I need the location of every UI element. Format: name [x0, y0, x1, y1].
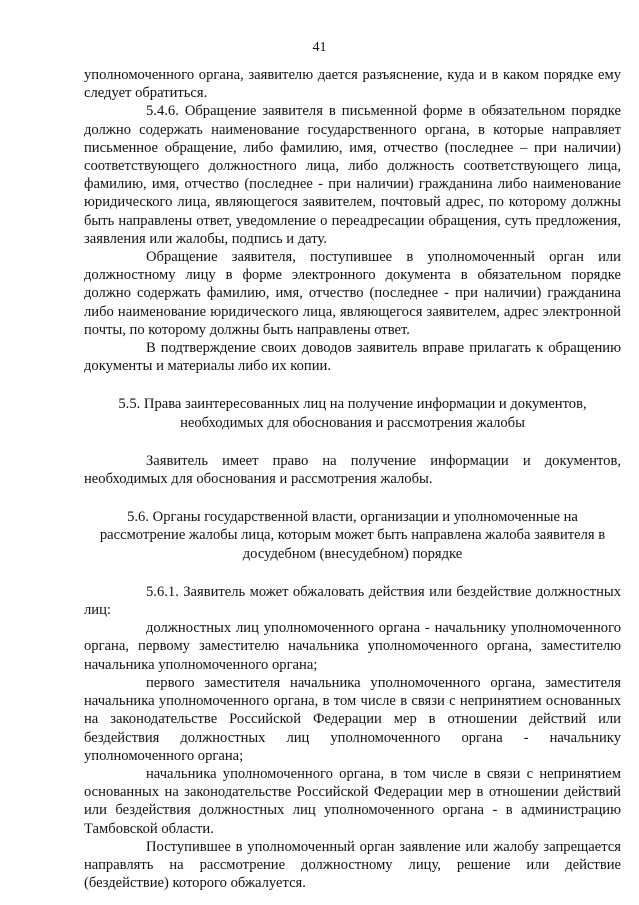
spacer — [84, 488, 621, 508]
paragraph-electronic-appeal: Обращение заявителя, поступившее в уполномоченный орган или должностному лицу в форме электронного документа в обязательном порядке должно содержать фамилию, имя, отчество (последнее - при наличии) гражданина либо наименование юридического лица, являющегося заявителем, адрес электронной почты, по которому должны быть направлены ответ. — [84, 249, 621, 338]
paragraph-5-4-6: 5.4.6. Обращение заявителя в письменной форме в обязательном порядке должно содержать наименование государственного органа, в которые направляет письменное обращение, либо фамилию, имя, отчество (последнее – при наличии) соответствующего должностного лица, либо должность соответствующего лица, фамилию, имя, отчество (последнее - при наличии) гражданина либо наименование юридического лица, являющегося заявителем, почтовый адрес, по которому должны быть направлены ответ, уведомление о переадресации обращения, суть предложения, заявления или жалобы, подпись и дату. — [84, 103, 621, 247]
section-heading-5-6: 5.6. Органы государственной власти, организации и уполномоченные на рассмотрение жалобы лица, которым может быть направлена жалоба заявителя в досудебном (внесудебном) порядке — [99, 509, 606, 562]
paragraph-right-to-information: Заявитель имеет право на получение информации и документов, необходимых для обоснования и рассмотрения жалобы. — [84, 452, 621, 488]
document-body — [84, 66, 621, 892]
section-heading-5-5: 5.5. Права заинтересованных лиц на получение информации и документов, необходимых для обоснования и рассмотрения жалобы — [118, 396, 587, 431]
list-item-first-deputy: первого заместителя начальника уполномоченного органа, заместителя начальника уполномоченного органа, в том числе в связи с непринятием основанных на законодательстве Российской Федерации мер в отношении действий или бездействия должностных лиц уполномоченного органа - начальнику уполномоченного органа; — [84, 674, 621, 764]
spacer — [84, 563, 621, 583]
spacer — [84, 432, 621, 452]
page-number: 41 — [312, 40, 327, 55]
paragraph-supporting-documents: В подтверждение своих доводов заявитель вправе прилагать к обращению документы и материалы либо их копии. — [84, 340, 621, 375]
list-item-head: начальника уполномоченного органа, в том числе в связи с непринятием основанных на законодательстве Российской Федерации мер в отношении действий или бездействия должностных лиц уполномоченного органа - в администрацию Тамбовской области. — [84, 765, 621, 837]
paragraph-continuation: уполномоченного органа, заявителю дается разъяснение, куда и в каком порядке ему следует обратиться. — [84, 67, 621, 102]
spacer — [84, 375, 621, 395]
paragraph-prohibition: Поступившее в уполномоченный орган заявление или жалобу запрещается направлять на рассмотрение должностному лицу, решение или действие (бездействие) которого обжалуется. — [84, 838, 621, 892]
paragraph-5-6-1: 5.6.1. Заявитель может обжаловать действия или бездействие должностных лиц: — [84, 583, 621, 619]
list-item-officials: должностных лиц уполномоченного органа - начальнику уполномоченного органа, первому заместителю начальника уполномоченного органа, заместителю начальника уполномоченного органа; — [84, 620, 621, 673]
